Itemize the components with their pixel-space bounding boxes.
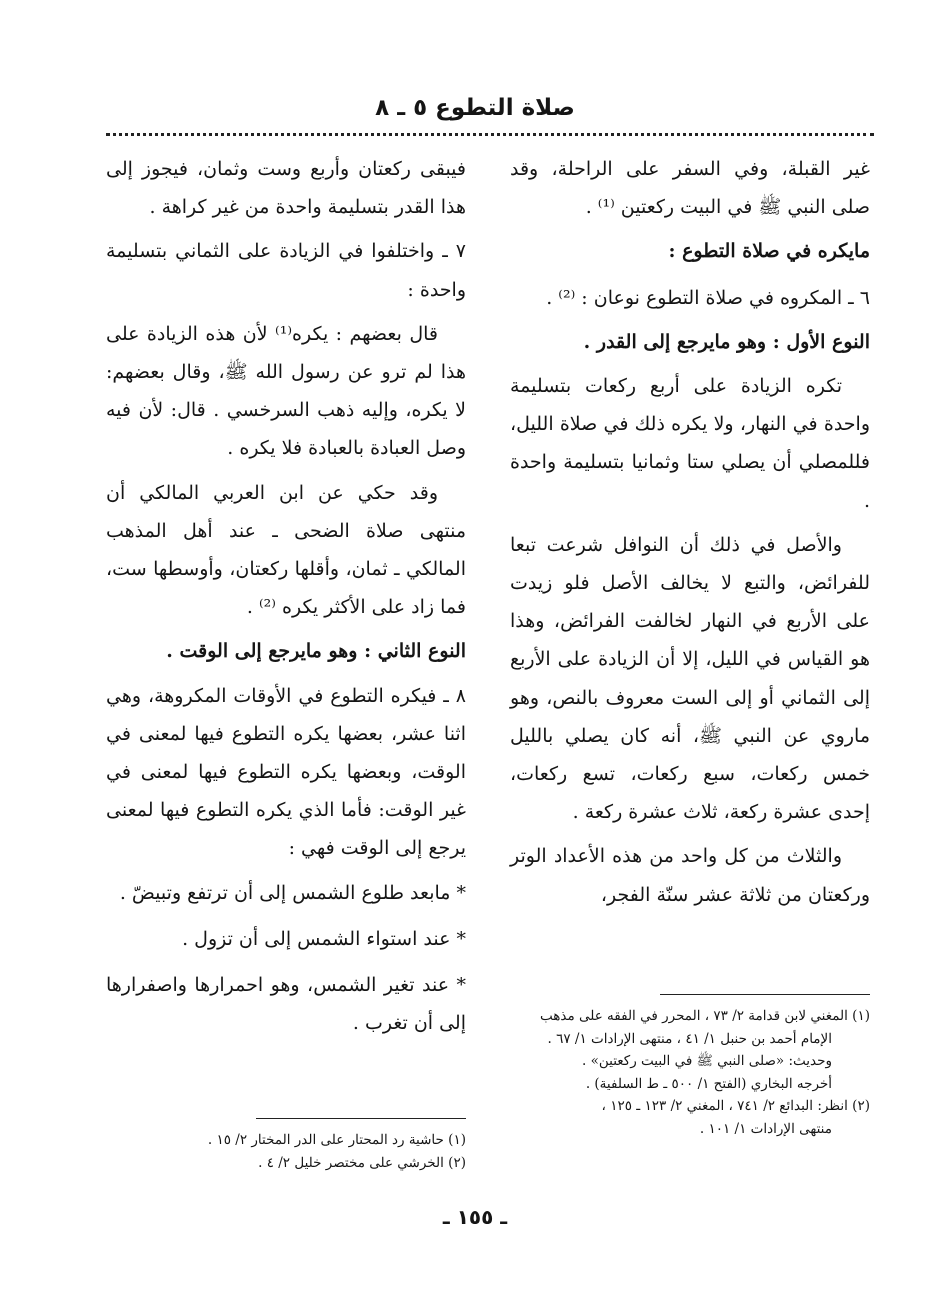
footnote-line: أخرجه البخاري (الفتح ١/ ٥٠٠ ـ ط السلفية) . — [585, 1075, 832, 1092]
section-heading: مايكره في صلاة التطوع : — [668, 240, 870, 263]
paragraph: غير القبلة، وفي السفر على الراحلة، وقد صلى النبي ﷺ في البيت ركعتين ⁽¹⁾ . — [510, 158, 870, 219]
paragraph: ٨ ـ فيكره التطوع في الأوقات المكروهة، وهي اثنا عشر، بعضها يكره التطوع فيها لمعنى في الوقت، وبعضها يكره التطوع فيها لمعنى في غير الوقت: فأما الذي يكره التطوع فيها لمعنى يرجع إلى الوقت فهي : — [106, 684, 466, 860]
paragraph: والثلاث من كل واحد من هذه الأعداد الوتر وركعتان من ثلاثة عشر سنّة الفجر، — [510, 845, 870, 906]
footnotes-right — [510, 994, 870, 1140]
paragraph: تكره الزيادة على أربع ركعات بتسليمة واحدة في النهار، ولا يكره ذلك في صلاة الليل، فللمصلي أن يصلي ستا وثمانيا بتسليمة واحدة . — [510, 375, 870, 512]
right-column — [510, 150, 870, 920]
subheading: النوع الثاني : وهو مايرجع إلى الوقت . — [166, 640, 466, 663]
footnote-line: (٢) الخرشي على مختصر خليل ٢/ ٤ . — [258, 1154, 466, 1171]
footnote-line: (١) حاشية رد المحتار على الدر المختار ٢/ ١٥ . — [207, 1132, 466, 1148]
running-head: صلاة التطوع ٥ ـ ٨ — [375, 95, 575, 121]
paragraph: والأصل في ذلك أن النوافل شرعت تبعا للفرائض، والتبع لا يخالف الأصل فلو زيدت على الأربع في النهار لخالفت الفرائض، وهذا هو القياس في الليل، إلا أن الزيادة على الأربع إلى الثماني أو إلى الست معروف بالنص، وهو ماروي عن النبي ﷺ، أنه كان يصلي بالليل خمس ركعات، سبع ركعات، تسع ركعات، إحدى عشرة ركعة، ثلاث عشرة ركعة . — [510, 533, 870, 824]
left-column — [106, 150, 466, 1050]
footnotes-left — [106, 1118, 466, 1174]
header-dotted-rule — [106, 133, 874, 136]
bullet-item: * عند استواء الشمس إلى أن تزول . — [182, 927, 466, 950]
paragraph: قال بعضهم : يكره⁽¹⁾ لأن هذه الزيادة على هذا لم ترو عن رسول الله ﷺ، وقال بعضهم: لا يكره، وإليه ذهب السرخسي . قال: لأن فيه وصل العبادة بالعبادة فلا يكره . — [106, 322, 466, 460]
paragraph: ٦ ـ المكروه في صلاة التطوع نوعان : ⁽²⁾ . — [546, 286, 870, 309]
footnote-rule — [256, 1118, 466, 1119]
footnote-line: وحديث: «صلى النبي ﷺ في البيت ركعتين» . — [582, 1053, 832, 1069]
paragraph: فيبقى ركعتان وأربع وست وثمان، فيجوز إلى هذا القدر بتسليمة واحدة من غير كراهة . — [106, 158, 466, 219]
footnote-rule — [660, 994, 870, 995]
paragraph: وقد حكي عن ابن العربي المالكي أن منتهى صلاة الضحى ـ عند أهل المذهب المالكي ـ ثمان، وأقلها ركعتان، وأوسطها ست، فما زاد على الأكثر يكره ⁽²⁾ . — [106, 481, 466, 619]
page-number: ـ ١٥٥ ـ — [442, 1205, 508, 1229]
subheading: النوع الأول : وهو مايرجع إلى القدر . — [583, 330, 870, 353]
footnote-line: الإمام أحمد بن حنبل ١/ ٤١ ، منتهى الإرادات ١/ ٦٧ . — [547, 1030, 832, 1047]
footnote-line: منتهى الإرادات ١/ ١٠١ . — [699, 1120, 832, 1137]
footnote-line: (٢) انظر: البدائع ٢/ ٧٤١ ، المغني ٢/ ١٢٣ ـ ١٢٥ ، — [601, 1098, 870, 1114]
paragraph: ٧ ـ واختلفوا في الزيادة على الثماني بتسليمة واحدة : — [106, 240, 466, 301]
footnote-line: (١) المغني لابن قدامة ٢/ ٧٣ ، المحرر في الفقه على مذهب — [540, 1008, 870, 1024]
bullet-item: * عند تغير الشمس، وهو احمرارها واصفرارها إلى أن تغرب . — [106, 974, 466, 1035]
bullet-item: * مابعد طلوع الشمس إلى أن ترتفع وتبيضّ . — [119, 881, 466, 904]
